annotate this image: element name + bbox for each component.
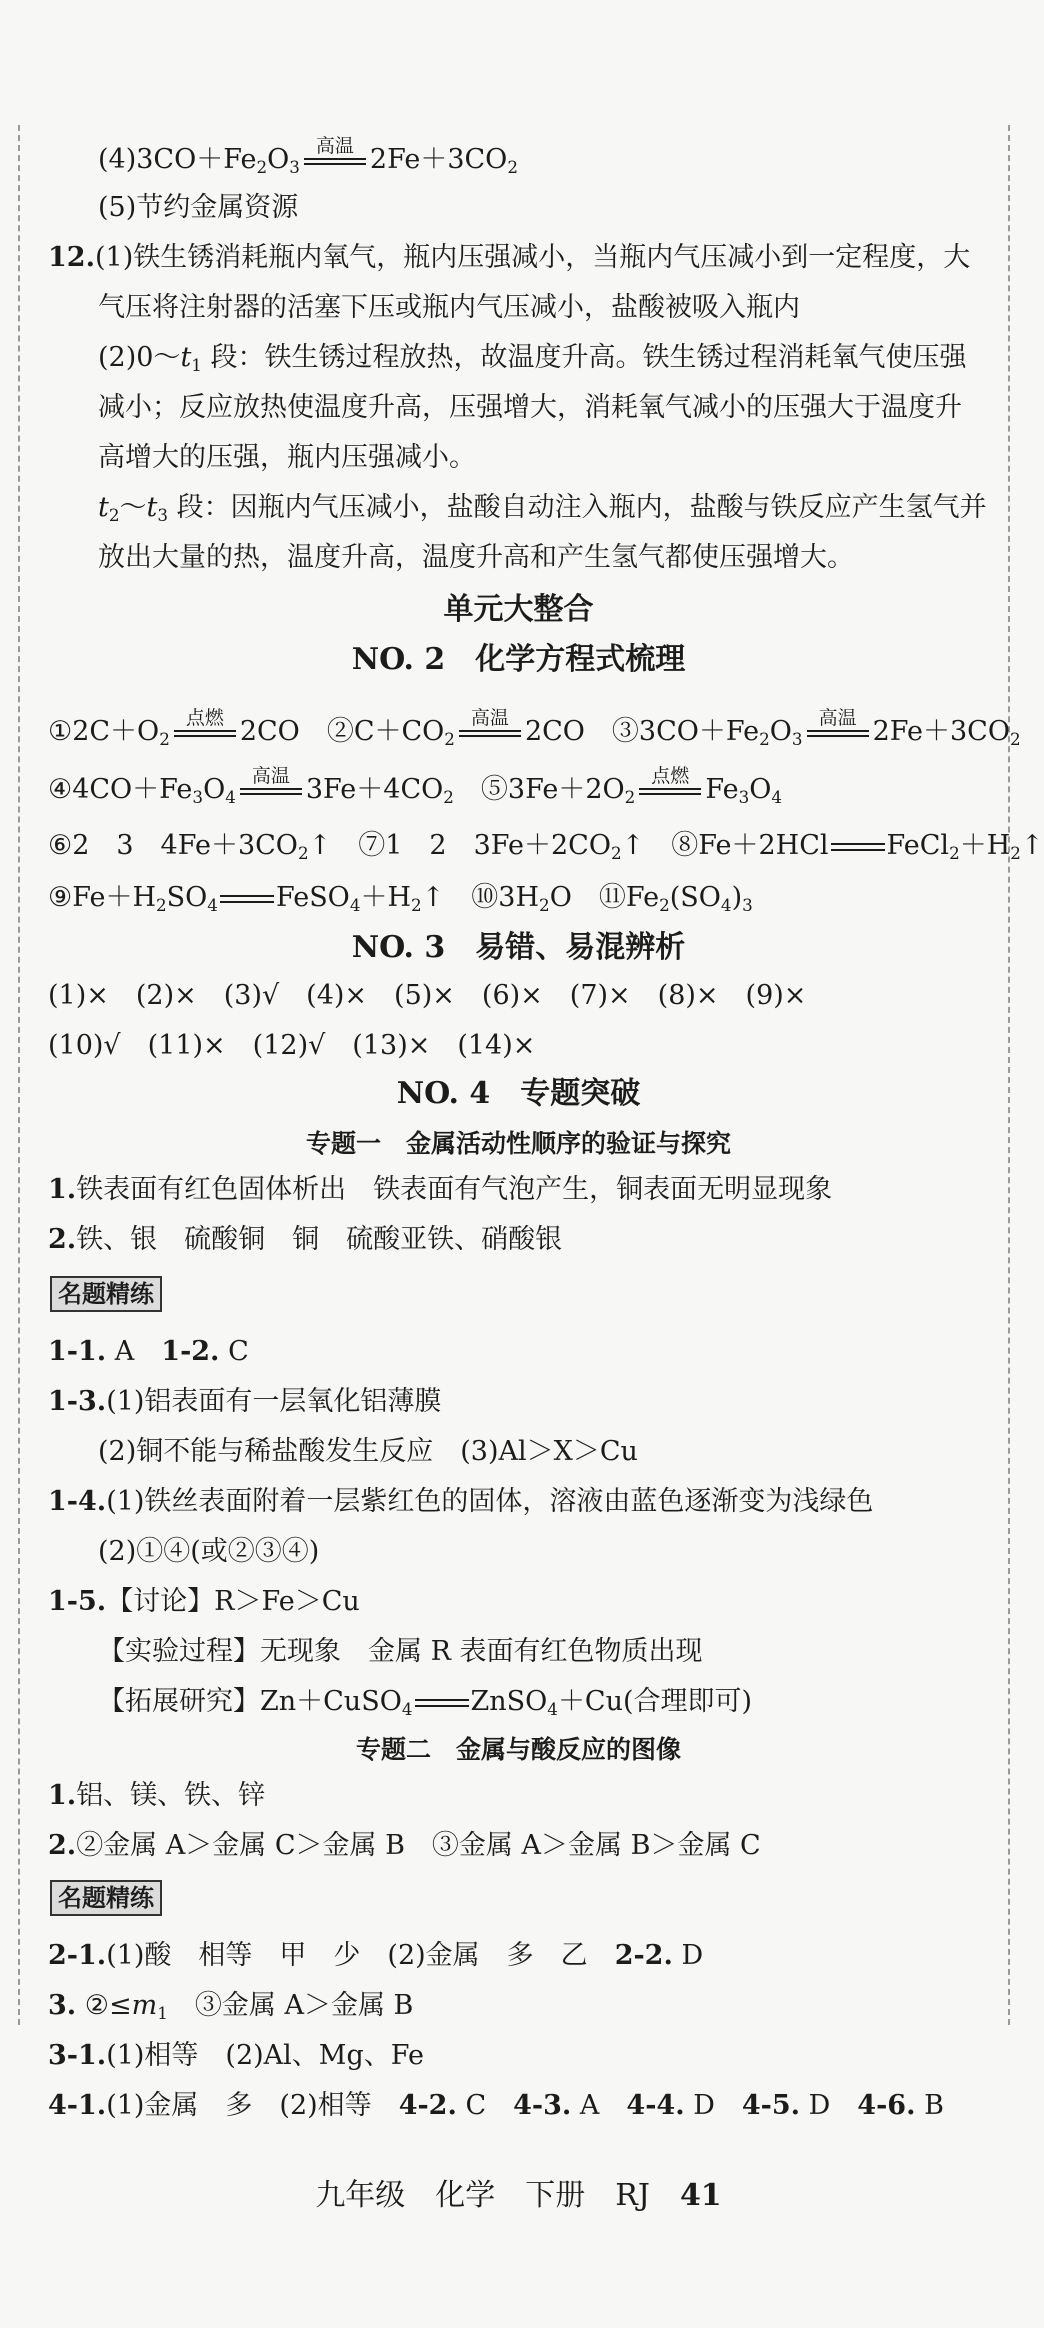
equation-text: 2CO ③3CO＋Fe bbox=[524, 716, 760, 747]
topic2-q2: 2.②金属 A＞金属 C＞金属 B ③金属 A＞金属 B＞金属 C bbox=[48, 1830, 761, 1861]
answer-2-1-2-2: 2-1.(1)酸 相等 甲 少 (2)金属 多 乙 2-2. D bbox=[48, 1940, 704, 1971]
equation-text: SO bbox=[166, 882, 208, 913]
subscript: 2 bbox=[659, 895, 670, 916]
equation-text: (SO bbox=[669, 882, 721, 913]
subscript: 4 bbox=[207, 895, 218, 916]
equation-text: ＋H bbox=[360, 882, 412, 913]
subscript: 2 bbox=[1009, 729, 1021, 750]
subscript: 3 bbox=[192, 787, 204, 808]
topic1-title: 专题一 金属活动性顺序的验证与探究 bbox=[305, 1129, 731, 1158]
equals-sign bbox=[220, 891, 274, 907]
equation-text: ↑ ⑩3H bbox=[421, 882, 540, 913]
equation-text: 2Fe＋3CO bbox=[872, 716, 1010, 747]
practice-label-2: 名题精练 bbox=[50, 1880, 162, 1916]
equals-sign bbox=[831, 839, 885, 855]
equals-sign bbox=[415, 1695, 469, 1711]
no3-row1: (1)× (2)× (3)√ (4)× (5)× (6)× (7)× (8)× (9)× bbox=[48, 980, 807, 1011]
page-footer bbox=[0, 2170, 1037, 2214]
equation-text: O ⑪Fe bbox=[549, 882, 660, 913]
answer-1-5-line3: 【拓展研究】Zn＋CuSO$_4$ ZnSO$_4$＋Cu(合理即可) bbox=[98, 1686, 753, 1720]
equation-text: ) bbox=[731, 882, 743, 913]
subscript: 2 bbox=[159, 729, 170, 750]
reaction-condition: 高温 bbox=[805, 712, 871, 740]
q12-part3-line2: 放出大量的热，温度升高，温度升高和产生氢气都使压强增大。 bbox=[98, 542, 854, 573]
answer-1-5-line1: 1-5.【讨论】R＞Fe＞Cu bbox=[48, 1586, 360, 1617]
q12-part1-line1: 12.(1)铁生锈消耗瓶内氧气，瓶内压强减小，当瓶内气压减小到一定程度，大 bbox=[48, 242, 971, 273]
q12-part2-line1: $(2)0\sim t_1$ 段：铁生锈过程放热，故温度升高。铁生锈过程消耗氧气使压强 bbox=[98, 342, 967, 376]
equation-text: 2CO ②C＋CO bbox=[239, 716, 445, 747]
page-number: 41 bbox=[679, 2178, 722, 2213]
equation-text: ↑ ⑧Fe＋2HCl bbox=[621, 830, 829, 861]
no3-title: NO. 3 易错、易混辨析 bbox=[351, 930, 686, 965]
subscript: 2 bbox=[539, 895, 550, 916]
equation-text: ④4CO＋Fe bbox=[48, 774, 193, 805]
q12-part3-line1: $t_2\sim t_3$ 段：因瓶内气压减小，盐酸自动注入瓶内，盐酸与铁反应产生氢气并 bbox=[98, 492, 987, 526]
answer-1-3-line1: 1-3.(1)铝表面有一层氧化铝薄膜 bbox=[48, 1386, 442, 1417]
subscript: 3 bbox=[791, 729, 803, 750]
reaction-condition: 高温 bbox=[238, 770, 304, 798]
q12-part2-line3: 高增大的压强，瓶内压强减小。 bbox=[98, 442, 476, 473]
q11-part5: (5)节约金属资源 bbox=[98, 192, 299, 223]
subscript: 4 bbox=[225, 787, 236, 808]
topic2-title: 专题二 金属与酸反应的图像 bbox=[355, 1735, 681, 1764]
reaction-condition: 点燃 bbox=[637, 770, 703, 798]
topic2-q1: 1.铝、镁、铁、锌 bbox=[48, 1780, 266, 1811]
equation-text: O bbox=[203, 774, 226, 805]
no2-equations-row4 bbox=[48, 880, 753, 923]
reaction-condition: 高温 bbox=[302, 140, 368, 168]
equation-text: ↑ ⑦1 2 3Fe＋2CO bbox=[308, 830, 611, 861]
footer-book-info: 九年级 化学 下册 RJ bbox=[315, 2178, 650, 2213]
answer-1-5-line2: 【实验过程】无现象 金属 R 表面有红色物质出现 bbox=[98, 1636, 703, 1667]
no2-title: NO. 2 化学方程式梳理 bbox=[351, 642, 686, 677]
q11-part4: $(4)3CO+Fe_2O_3$ 高温 $2Fe+3CO_2$ bbox=[98, 135, 518, 178]
equation-text: FeSO bbox=[275, 882, 350, 913]
subscript: 2 bbox=[624, 787, 636, 808]
section-title: 单元大整合 bbox=[443, 592, 594, 627]
q12-part2-line2: 减小；反应放热使温度升高，压强增大，消耗氧气减小的压强大于温度升 bbox=[98, 392, 962, 423]
subscript: 2 bbox=[1010, 843, 1021, 864]
answer-3: 3. $②\le m_1$ ③金属 A＞金属 B bbox=[48, 1990, 414, 2024]
equation-text: FeCl bbox=[886, 830, 950, 861]
practice-label-1: 名题精练 bbox=[50, 1276, 162, 1312]
no2-equations-row3 bbox=[48, 828, 1044, 871]
equation-text: 3Fe＋4CO bbox=[305, 774, 444, 805]
subscript: 2 bbox=[297, 843, 309, 864]
answer-1-3-line2: (2)铜不能与稀盐酸发生反应 (3)Al＞X＞Cu bbox=[98, 1436, 638, 1467]
topic1-q2: 2.铁、银 硫酸铜 铜 硫酸亚铁、硝酸银 bbox=[48, 1224, 563, 1255]
equation-text: O bbox=[749, 774, 772, 805]
equation-text: ⑤3Fe＋2O bbox=[453, 774, 625, 805]
reaction-condition: 高温 bbox=[457, 712, 523, 740]
equation-text: ①2C＋O bbox=[48, 716, 160, 747]
subscript: 4 bbox=[349, 895, 361, 916]
no2-equations-row1 bbox=[48, 707, 1021, 757]
subscript: 3 bbox=[738, 787, 750, 808]
subscript: 2 bbox=[949, 843, 960, 864]
subscript: 2 bbox=[444, 729, 455, 750]
no2-equations-row2 bbox=[48, 765, 783, 815]
no3-row2: (10)√ (11)× (12)√ (13)× (14)× bbox=[48, 1030, 536, 1061]
no4-title: NO. 4 专题突破 bbox=[396, 1076, 641, 1111]
subscript: 4 bbox=[720, 895, 732, 916]
subscript: 3 bbox=[742, 895, 753, 916]
equation-text: O bbox=[769, 716, 792, 747]
equation-text: ⑥2 3 4Fe＋3CO bbox=[48, 830, 298, 861]
answer-3-1: 3-1.(1)相等 (2)Al、Mg、Fe bbox=[48, 2040, 424, 2071]
answer-1-1-1-2: 1-1. A 1-2. C bbox=[48, 1336, 249, 1367]
subscript: 2 bbox=[411, 895, 422, 916]
subscript: 2 bbox=[443, 787, 454, 808]
subscript: 2 bbox=[610, 843, 622, 864]
reaction-condition: 点燃 bbox=[172, 712, 238, 740]
topic1-q1: 1.铁表面有红色固体析出 铁表面有气泡产生，铜表面无明显现象 bbox=[48, 1174, 833, 1205]
equation-text: ⑨Fe＋H bbox=[48, 882, 156, 913]
subscript: 2 bbox=[156, 895, 167, 916]
subscript: 2 bbox=[759, 729, 770, 750]
answer-1-4-line1: 1-4.(1)铁丝表面附着一层紫红色的固体，溶液由蓝色逐渐变为浅绿色 bbox=[48, 1486, 874, 1517]
answer-4-group: 4-1.(1)金属 多 (2)相等 4-2. C 4-3. A 4-4. D 4-5. D 4-6. B bbox=[48, 2090, 944, 2121]
equation-text: ↑ bbox=[1020, 830, 1044, 861]
equation-text: Fe bbox=[705, 774, 739, 805]
equation-text: ＋H bbox=[959, 830, 1011, 861]
q12-part1-line2: 气压将注射器的活塞下压或瓶内气压减小，盐酸被吸入瓶内 bbox=[98, 292, 800, 323]
answer-1-4-line2: (2)①④(或②③④) bbox=[98, 1536, 320, 1567]
subscript: 4 bbox=[771, 787, 783, 808]
